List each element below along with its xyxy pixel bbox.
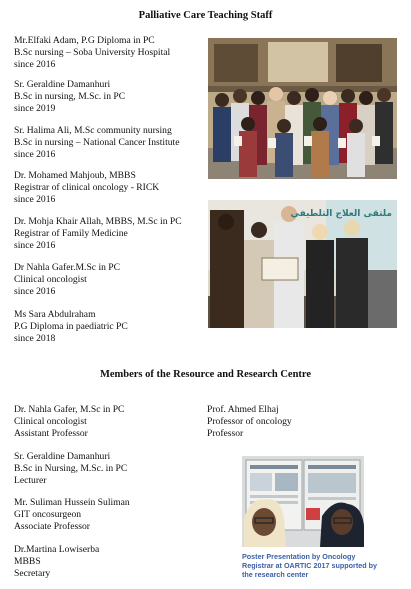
- member-entry: Sr. Geraldine Damanhuri B.Sc in Nursing, M.Sc. in PC Lecturer: [14, 451, 128, 487]
- staff-entry: Mr.Elfaki Adam, P.G Diploma in PC B.Sc nursing – Soba University Hospital since 2016: [14, 35, 171, 71]
- member-entry: Mr. Suliman Hussein Suliman GIT oncosurgeon Associate Professor: [14, 497, 130, 533]
- resource-centre-heading: Members of the Resource and Research Centre: [99, 369, 312, 380]
- staff-entry: Dr. Mohamed Mahjoub, MBBS Registrar of clinical oncology - RICK since 2016: [14, 170, 160, 206]
- member-entry: Prof. Ahmed Elhaj Professor of oncology Professor: [207, 404, 292, 440]
- teaching-staff-heading: Palliative Care Teaching Staff: [138, 10, 273, 21]
- staff-entry: Ms Sara Abdulraham P.G Diploma in paediatric PC since 2018: [14, 309, 128, 345]
- group-photo: [208, 38, 397, 179]
- staff-entry: Sr. Geraldine Damanhuri B.Sc in nursing, M.Sc. in PC since 2019: [14, 79, 126, 115]
- poster-caption: Poster Presentation by Oncology Registrar at OARTIC 2017 supported by the research center: [242, 552, 377, 579]
- banner-text: ملتقى العلاج التلطيفي: [290, 209, 392, 219]
- member-entry: Dr. Nahla Gafer, M.Sc in PC Clinical oncologist Assistant Professor: [14, 404, 125, 440]
- staff-entry: Dr. Mohja Khair Allah, MBBS, M.Sc in PC Registrar of Family Medicine since 2016: [14, 216, 182, 252]
- staff-entry: Sr. Halima Ali, M.Sc community nursing B.Sc in nursing – National Cancer Institute since 2016: [14, 125, 180, 161]
- member-entry: Dr.Martina Lowiserba MBBS Secretary: [14, 544, 100, 580]
- poster-photo: [242, 456, 364, 547]
- staff-entry: Dr Nahla Gafer.M.Sc in PC Clinical oncologist since 2016: [14, 262, 121, 298]
- certificate-photo: [208, 200, 397, 328]
